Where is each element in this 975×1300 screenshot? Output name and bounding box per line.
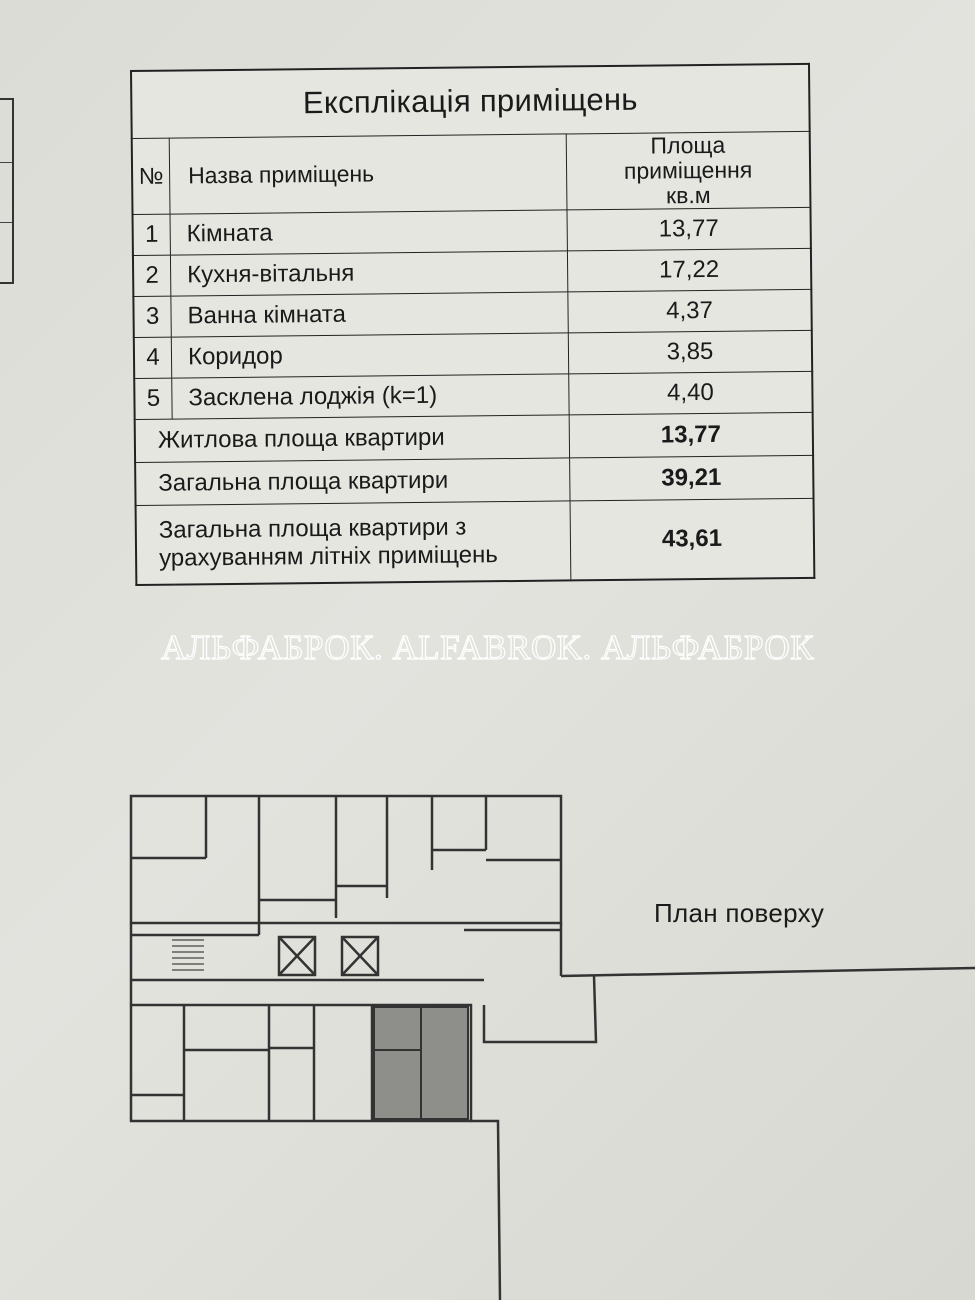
header-number: № [132,138,170,214]
watermark: АЛЬФАБРОК. ALFABROK. АЛЬФАБРОК [161,628,814,667]
summary-label-line2: урахуванням літніх приміщень [158,541,498,572]
room-name: Ванна кімната [171,292,568,337]
header-area-line3: кв.м [665,181,711,209]
room-number: 3 [133,296,171,337]
table-row [133,289,811,337]
room-name: Кухня-вітальня [170,251,567,296]
room-number: 4 [134,337,172,378]
table-row [133,207,811,255]
floor-plan-caption: План поверху [654,898,825,928]
room-name: Кімната [170,210,567,255]
summary-label [136,501,571,585]
room-number: 5 [134,378,172,419]
room-area: 17,22 [567,248,811,292]
table-title: Експлікація приміщень [131,64,810,139]
partial-table-left-edge [0,98,14,284]
header-room-area [566,131,810,210]
room-number: 1 [133,214,171,255]
summary-label-line1: Загальна площа квартири з [158,513,467,544]
room-number: 2 [133,255,171,296]
summary-label: Загальна площа квартири [135,458,570,506]
summary-value: 43,61 [570,498,814,580]
room-area: 4,40 [569,371,813,415]
header-area-line1: Площа [650,131,726,159]
floor-plan-drawing [124,790,975,1300]
summary-row-living-area [135,412,813,462]
summary-value: 39,21 [570,455,814,501]
header-area-line2: приміщення [623,156,753,184]
summary-row-total-area [135,455,813,505]
room-area: 13,77 [567,207,811,251]
room-area: 3,85 [568,330,812,374]
summary-row-total-with-summer [136,498,815,585]
table-row [133,248,811,296]
summary-label: Житлова площа квартири [135,415,570,463]
summary-value: 13,77 [569,412,813,458]
room-name: Засклена лоджія (k=1) [172,374,569,419]
table-header-row [132,131,811,214]
table-row [134,371,812,419]
table-row [134,330,812,378]
header-room-name: Назва приміщень [169,134,567,214]
room-explication-table [130,63,815,586]
room-name: Коридор [171,333,568,378]
room-area: 4,37 [568,289,812,333]
